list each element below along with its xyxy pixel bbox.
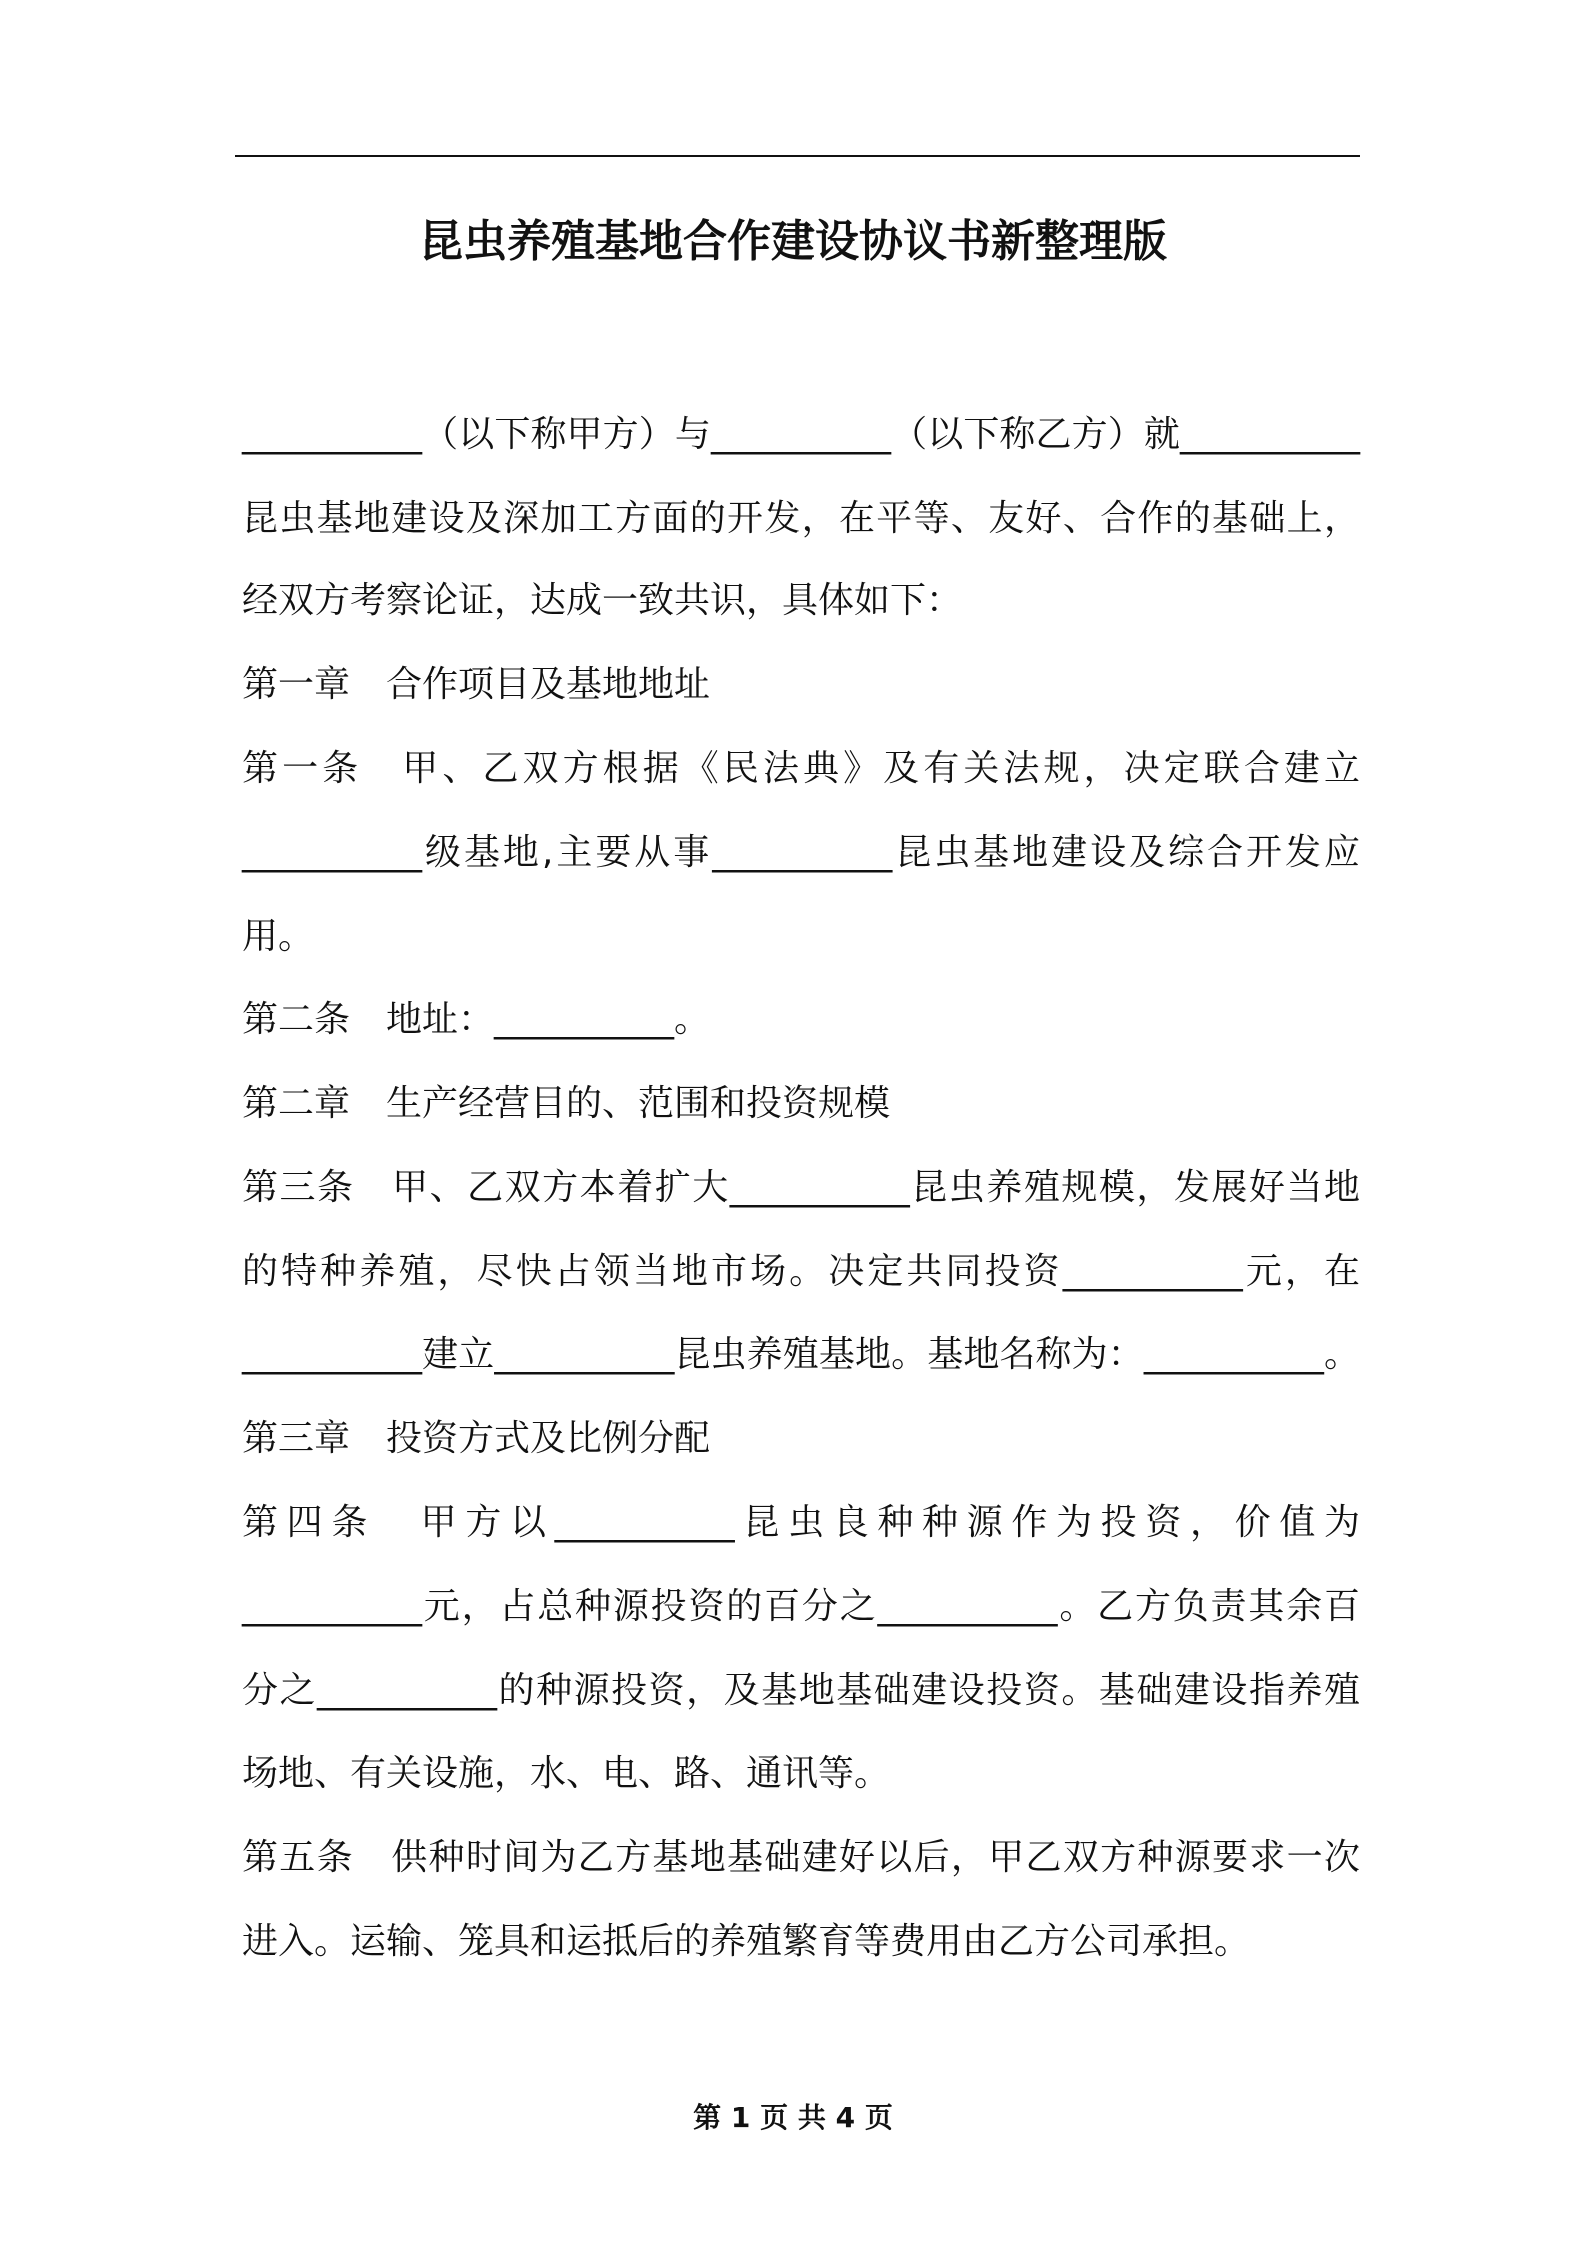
body-line: 用。 (242, 916, 315, 957)
body-line: __________建立__________昆虫养殖基地。基地名称为：__________。 (242, 1334, 1360, 1375)
chapter-heading: 第二章 生产经营目的、范围和投资规模 (242, 1083, 891, 1124)
article-line: 第二条 地址：__________。 (242, 999, 711, 1040)
body-line: 经双方考察论证，达成一致共识，具体如下： (242, 580, 963, 621)
article-line: 第五条 供种时间为乙方基地基础建好以后，甲乙双方种源要求一次 (242, 1837, 1360, 1878)
document-title: 昆虫养殖基地合作建设协议书新整理版 (419, 216, 1167, 267)
body-line: 场地、有关设施，水、电、路、通讯等。 (242, 1753, 891, 1794)
body-line: __________元，占总种源投资的百分之__________。乙方负责其余百 (242, 1586, 1360, 1627)
body-line: __________级基地,主要从事__________昆虫基地建设及综合开发应 (242, 832, 1360, 873)
chapter-heading: 第一章 合作项目及基地地址 (242, 664, 711, 705)
header-rule (235, 155, 1360, 157)
article-line: 第三条 甲、乙双方本着扩大__________昆虫养殖规模，发展好当地 (242, 1167, 1360, 1208)
article-line: 第四条 甲方以__________昆虫良种种源作为投资，价值为 (242, 1502, 1360, 1543)
body-line: 的特种养殖，尽快占领当地市场。决定共同投资__________元，在 (242, 1251, 1360, 1292)
body-line: 进入。运输、笼具和运抵后的养殖繁育等费用由乙方公司承担。 (242, 1921, 1251, 1962)
page-footer: 第 1 页 共 4 页 (693, 2101, 893, 2134)
article-line: 第一条 甲、乙双方根据《民法典》及有关法规，决定联合建立 (242, 748, 1360, 789)
body-line: __________（以下称甲方）与__________（以下称乙方）就__________ (242, 414, 1360, 455)
body-line: 分之__________的种源投资，及基地基础建设投资。基础建设指养殖 (242, 1670, 1360, 1711)
body-line: 昆虫基地建设及深加工方面的开发，在平等、友好、合作的基础上， (242, 498, 1360, 539)
chapter-heading: 第三章 投资方式及比例分配 (242, 1418, 711, 1459)
